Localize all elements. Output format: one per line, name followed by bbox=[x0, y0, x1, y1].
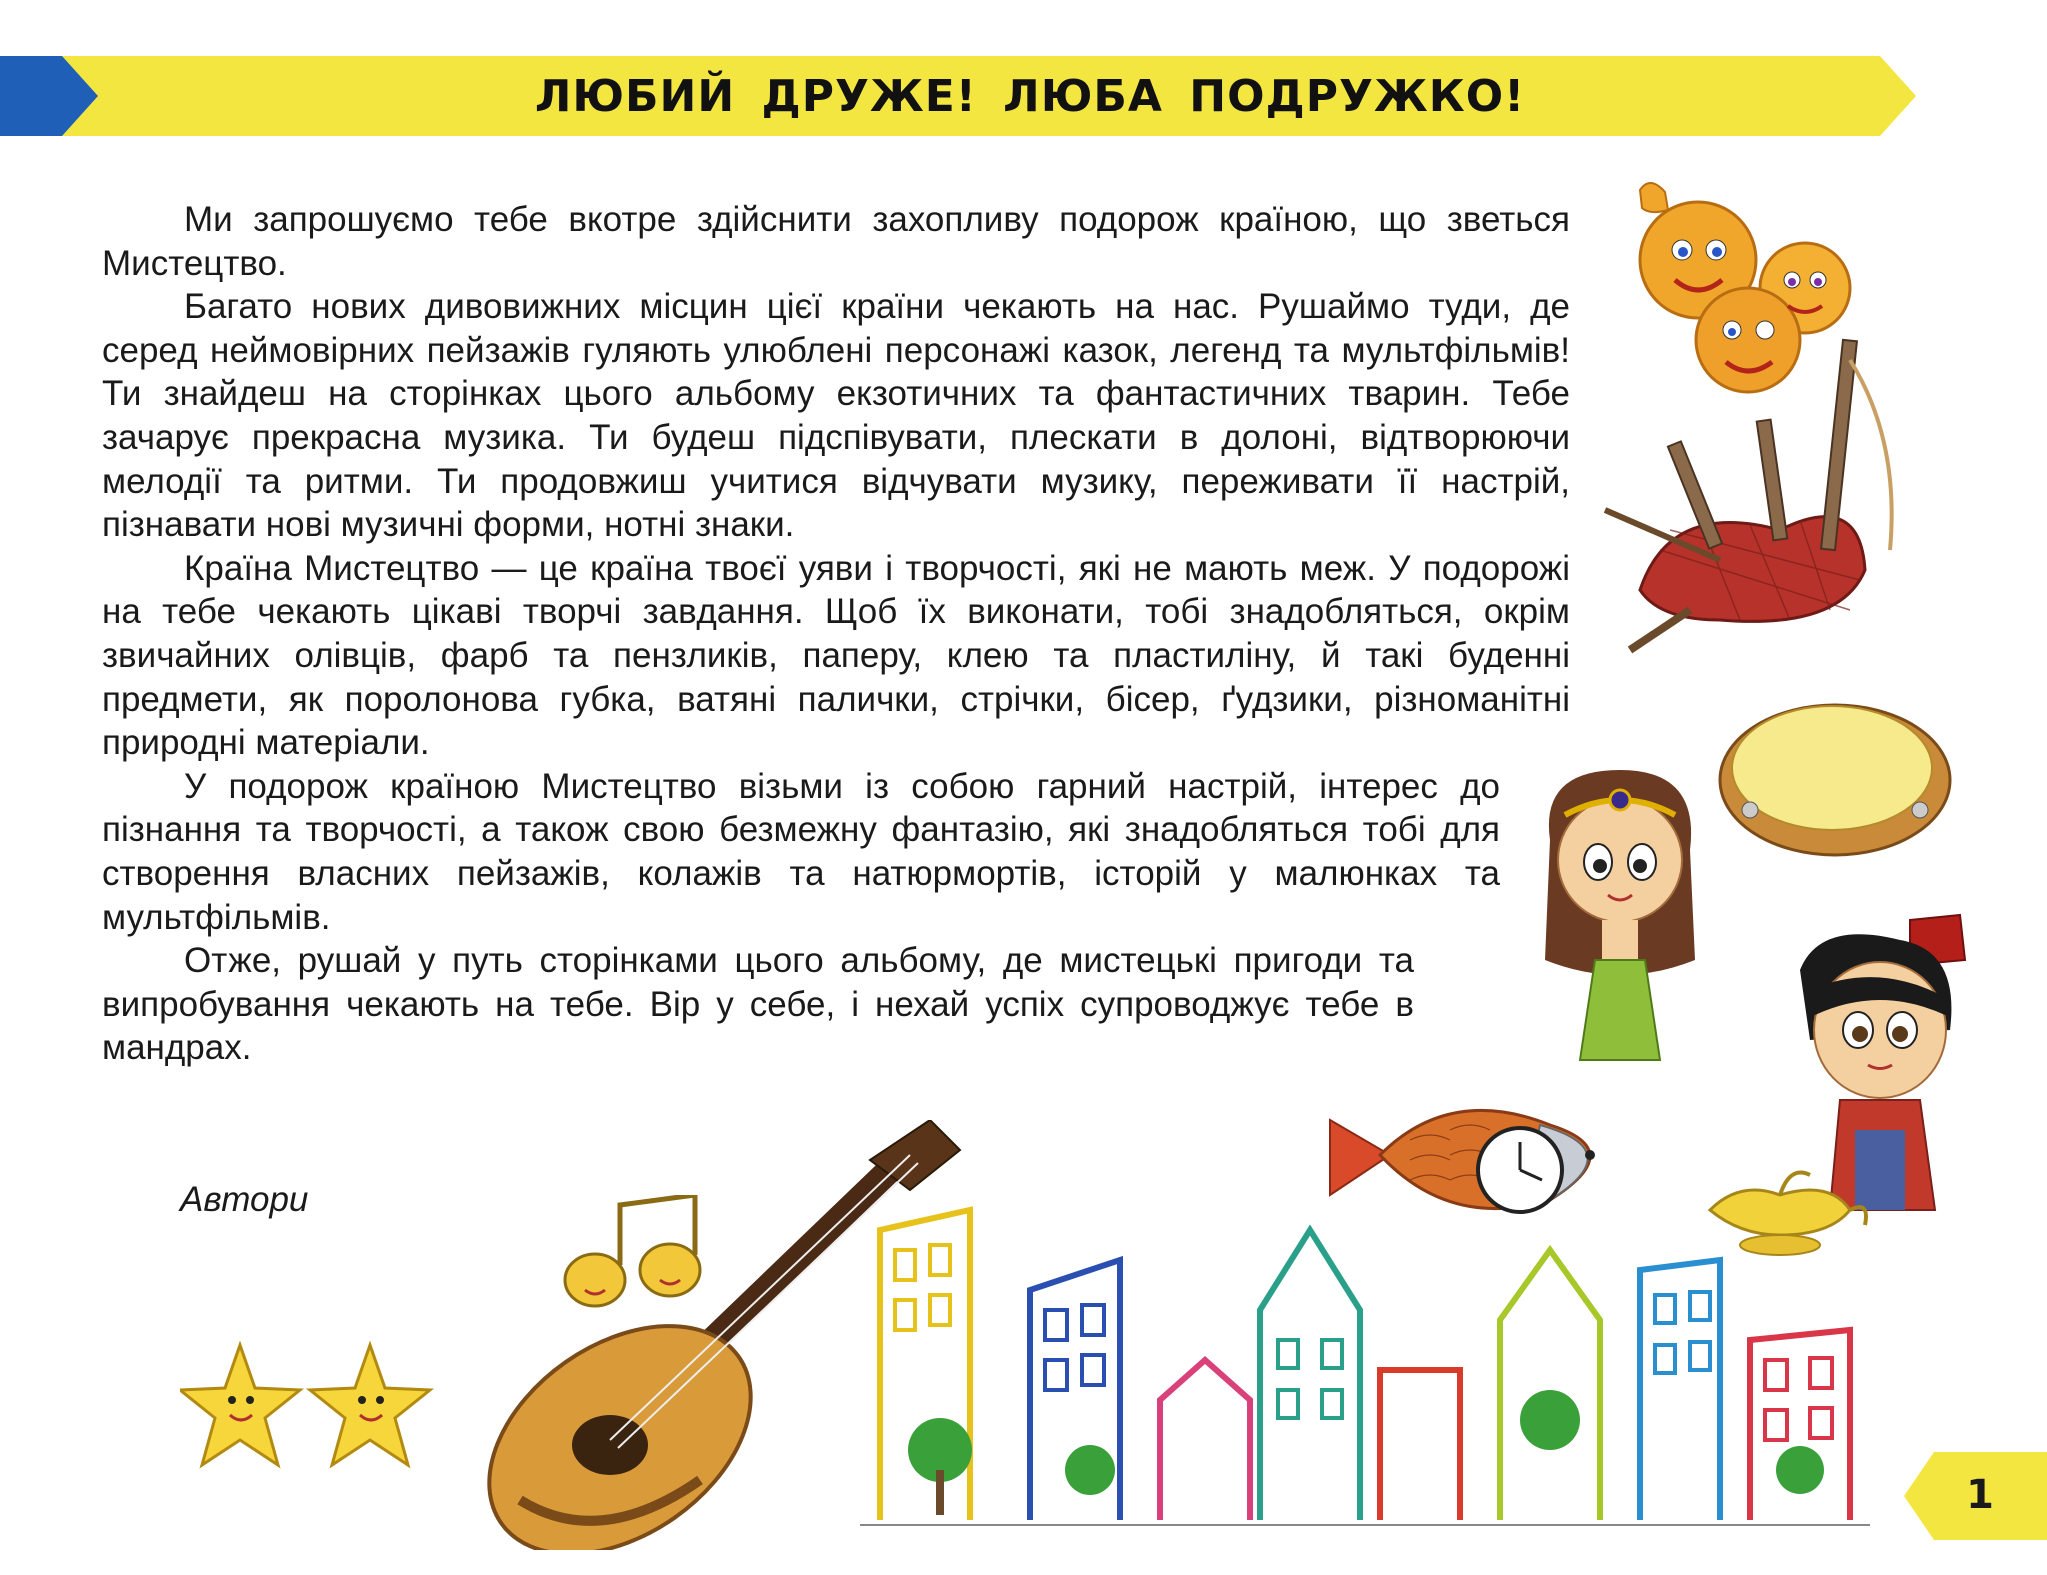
paragraph: Багато нових дивовижних місцин цієї країни чекають на нас. Рушаймо туди, де серед неймовірних пейзажів гуляють улюблені персонажі казок, легенд та мультфільмів! Ти знайдеш на сторінках цього альбому екзотичних та фантастичних тварин. Тебе зачарує прекрасна музика. Ти будеш підспівувати, плескати в долоні, відтворюючи мелодії та ритми. Ти продовжиш учитися відчувати музику, переживати її настрій, пізнавати нові музичні форми, нотні знаки. bbox=[102, 287, 1570, 545]
paragraph: У подорож країною Мистецтво візьми із собою гарний настрій, інтерес до пізнання та творчості, а також свою безмежну фантазію, які знадобляться тобі для створення власних пейзажів, колажів та натюрмортів, історій у малюнках та мультфільмів. bbox=[102, 766, 1500, 937]
paragraph: Ми запрошуємо тебе вкотре здійснити захопливу подорож країною, що зветься Мистецтво. bbox=[102, 200, 1570, 283]
tambourine-icon bbox=[1710, 680, 1960, 870]
music-notes-icon bbox=[555, 1195, 715, 1315]
page-number: 1 bbox=[1966, 1472, 1994, 1518]
paragraph: Країна Мистецтво — це країна твоєї уяви і творчості, які не мають меж. У подорожі на тебе чекають цікаві творчі завдання. Щоб їх виконати, тобі знадобляться, окрім звичайних олівців, фарб та пензликів, паперу, клею та пластиліну, й такі буденні предмети, як поролонова губка, ватяні палички, стрічки, бісер, ґудзики, різноманітні природні матеріали. bbox=[102, 548, 1570, 763]
princess-icon bbox=[1520, 760, 1720, 1080]
paper-city-icon bbox=[860, 1170, 1880, 1540]
page-title: ЛЮБИЙ ДРУЖЕ! ЛЮБА ПОДРУЖКО! bbox=[534, 70, 1526, 122]
bagpipes-icon bbox=[1600, 320, 2000, 660]
paragraph: Отже, рушай у путь сторінками цього альбому, де мистецькі пригоди та випробування чекають на тебе. Вір у себе, і нехай успіх супроводжує тебе в мандрах. bbox=[102, 941, 1414, 1068]
stars-icon bbox=[180, 1340, 440, 1480]
intro-text bbox=[102, 198, 1570, 1070]
signature: Автори bbox=[180, 1180, 309, 1219]
header-banner bbox=[0, 56, 1920, 136]
